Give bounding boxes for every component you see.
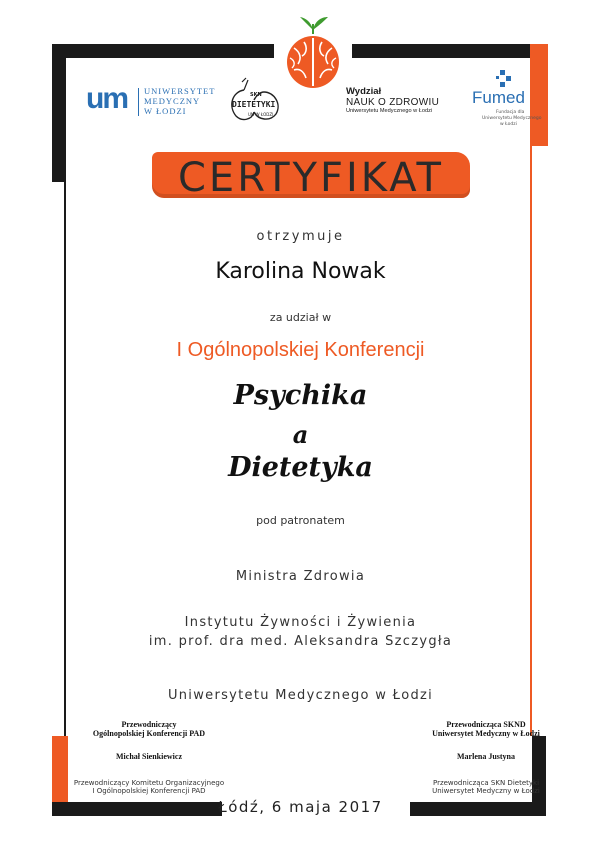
event-title-line1: Psychika [233,380,368,411]
place-date: Łódź, 6 maja 2017 [218,798,383,816]
signature-left-caption2: I Ogólnopolskiej Konferencji PAD [92,787,206,795]
signature-right-caption2: Uniwersytet Medyczny w Łodzi [432,787,540,795]
umed-logo-line2: MEDYCZNY [144,96,201,106]
signature-left-role1: Przewodniczący [121,720,177,729]
patron-university: Uniwersytetu Medycznego w Łodzi [167,688,434,703]
recipient-name: Karolina Nowak [215,259,386,284]
umed-logo-line1: UNIWERSYTET [144,86,216,96]
participation-text: za udział w [269,311,332,324]
signature-right-name: Marlena Justyna [457,752,515,761]
umed-logo [82,82,216,120]
patron-institute-line1: Instytutu Żywności i Żywienia [184,615,417,630]
skn-logo-line2: DIETETYKI [232,100,276,109]
certificate-title: CERTYFIKAT [178,155,444,201]
skn-dietetyki-logo [222,72,286,124]
wydzial-line1: Wydział [346,86,382,97]
certificate-banner [152,152,470,201]
signature-right-role1: Przewodnicząca SKND [446,720,526,729]
receives-text: otrzymuje [256,229,345,244]
skn-logo-line3: UM W ŁODZI [248,112,274,117]
frame-top-left-black [52,44,274,58]
patronage-text: pod patronatem [256,514,345,527]
signature-right-role2: Uniwersytet Medyczny w Łodzi [432,729,540,738]
frame-left-black [52,44,66,182]
fumed-line1: Fundacja dla [496,110,525,115]
wydzial-logo [346,86,462,122]
signature-right [422,720,550,795]
umed-logo-mark: um [86,82,127,115]
signature-left-role2: Ogólnopolskiej Konferencji PAD [92,729,206,738]
signature-left-caption1: Przewodniczący Komitetu Organizacyjnego [73,779,225,787]
umed-logo-line3: W ŁODZI [144,106,187,116]
frame-top-right-black [352,44,548,58]
signature-left [70,720,228,795]
fumed-name: Fumed [472,88,525,107]
patron-institute-line2: im. prof. dra med. Aleksandra Szczygła [148,634,453,649]
fumed-line3: w Łodzi [500,122,517,127]
wydzial-line3: Uniwersytetu Medycznego w Łodzi [346,108,433,114]
skn-logo-line1: SKN [250,92,262,98]
event-title-line3: Dietetyka [228,452,373,483]
fumed-line2: Uniwersytetu Medycznego [482,116,542,121]
signature-left-name: Michał Sienkiewicz [116,752,182,761]
patron-ministry: Ministra Zdrowia [235,569,366,584]
conference-title: I Ogólnopolskiej Konferencji [176,339,425,361]
signature-right-caption1: Przewodnicząca SKN Dietetyki [432,779,540,787]
event-title-line2: a [292,420,309,449]
fumed-logo [470,66,540,130]
wydzial-line2: NAUK O ZDROWIU [346,97,440,108]
